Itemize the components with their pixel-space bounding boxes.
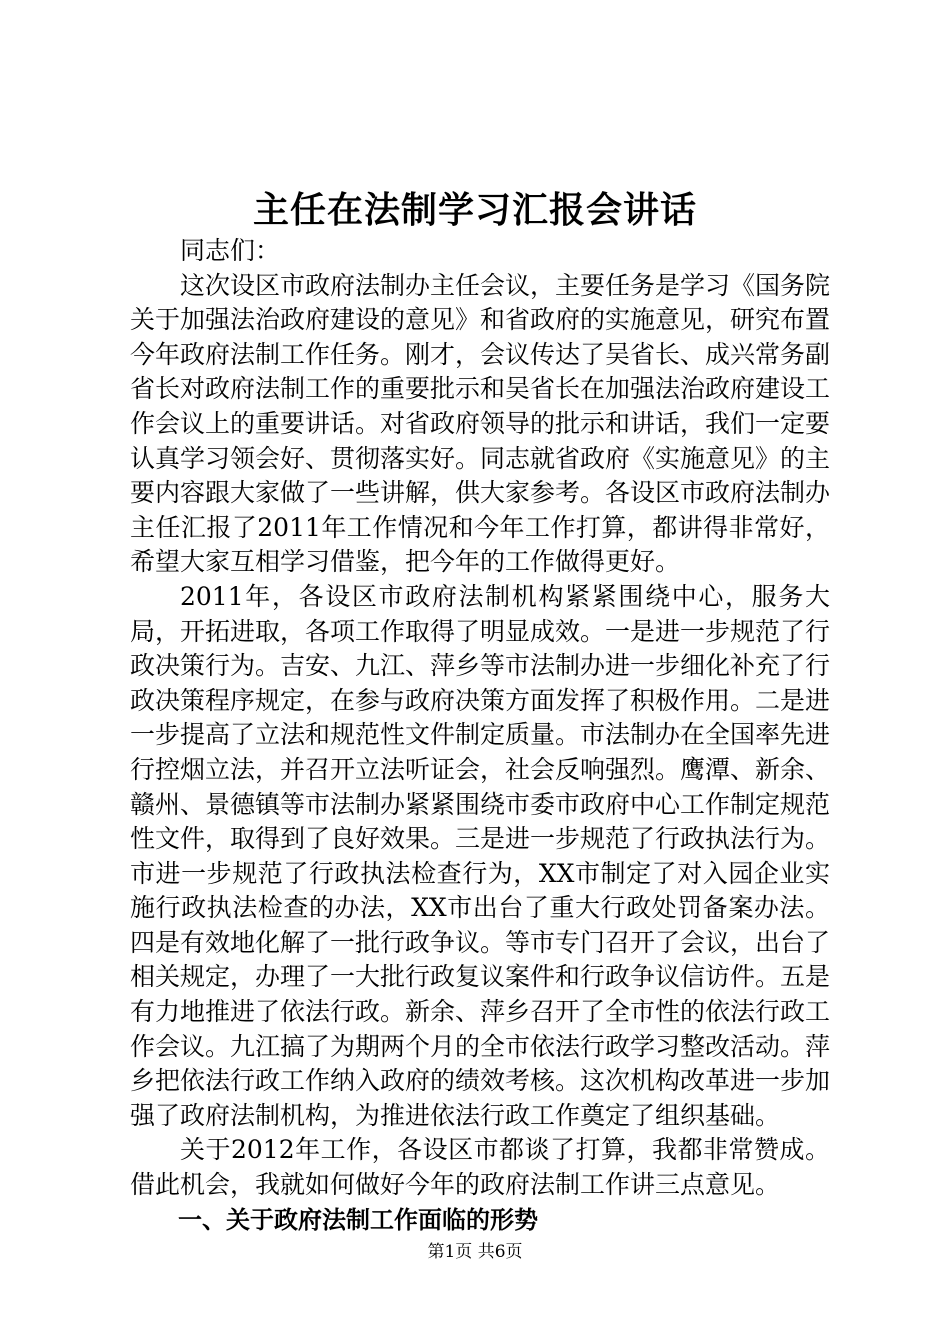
document-body [130,234,830,1237]
salutation: 同志们： [180,236,281,265]
paragraph-3: 关于2012年工作，各设区市都谈了打算，我都非常赞成。借此机会，我就如何做好今年的政府法制工作讲三点意见。 [130,1135,830,1200]
page-footer: 第1页 共6页 [427,1242,523,1262]
paragraph-1: 这次设区市政府法制办主任会议，主要任务是学习《国务院关于加强法治政府建设的意见》和省政府的实施意见，研究布置今年政府法制工作任务。刚才，会议传达了吴省长、成兴常务副省长对政府法制工作的重要批示和吴省长在加强法治政府建设工作会议上的重要讲话。对省政府领导的批示和讲话，我们一定要认真学习领会好、贯彻落实好。同志就省政府《实施意见》的主要内容跟大家做了一些讲解，供大家参考。各设区市政府法制办主任汇报了2011年工作情况和今年工作打算，都讲得非常好，希望大家互相学习借鉴，把今年的工作做得更好。 [130,270,831,577]
section-heading: 一、关于政府法制工作面临的形势 [178,1205,538,1234]
paragraph-2: 2011年，各设区市政府法制机构紧紧围绕中心，服务大局，开拓进取，各项工作取得了明显成效。一是进一步规范了行政决策行为。吉安、九江、萍乡等市法制办进一步细化补充了行政决策程序规定，在参与政府决策方面发挥了积极作用。二是进一步提高了立法和规范性文件制定质量。市法制办在全国率先进行控烟立法，并召开立法听证会，社会反响强烈。鹰潭、新余、赣州、景德镇等市法制办紧紧围绕市委市政府中心工作制定规范性文件，取得到了良好效果。三是进一步规范了行政执法行为。市进一步规范了行政执法检查行为，XX市制定了对入园企业实施行政执法检查的办法，XX市出台了重大行政处罚备案办法。四是有效地化解了一批行政争议。等市专门召开了会议，出台了相关规定，办理了一大批行政复议案件和行政争议信访件。五是有力地推进了依法行政。新余、萍乡召开了全市性的依法行政工作会议。九江搞了为期两个月的全市依法行政学习整改活动。萍乡把依法行政工作纳入政府的绩效考核。这次机构改革进一步加强了政府法制机构，为推进依法行政工作奠定了组织基础。 [130,581,831,1130]
document-title: 主任在法制学习汇报会讲话 [252,189,697,231]
